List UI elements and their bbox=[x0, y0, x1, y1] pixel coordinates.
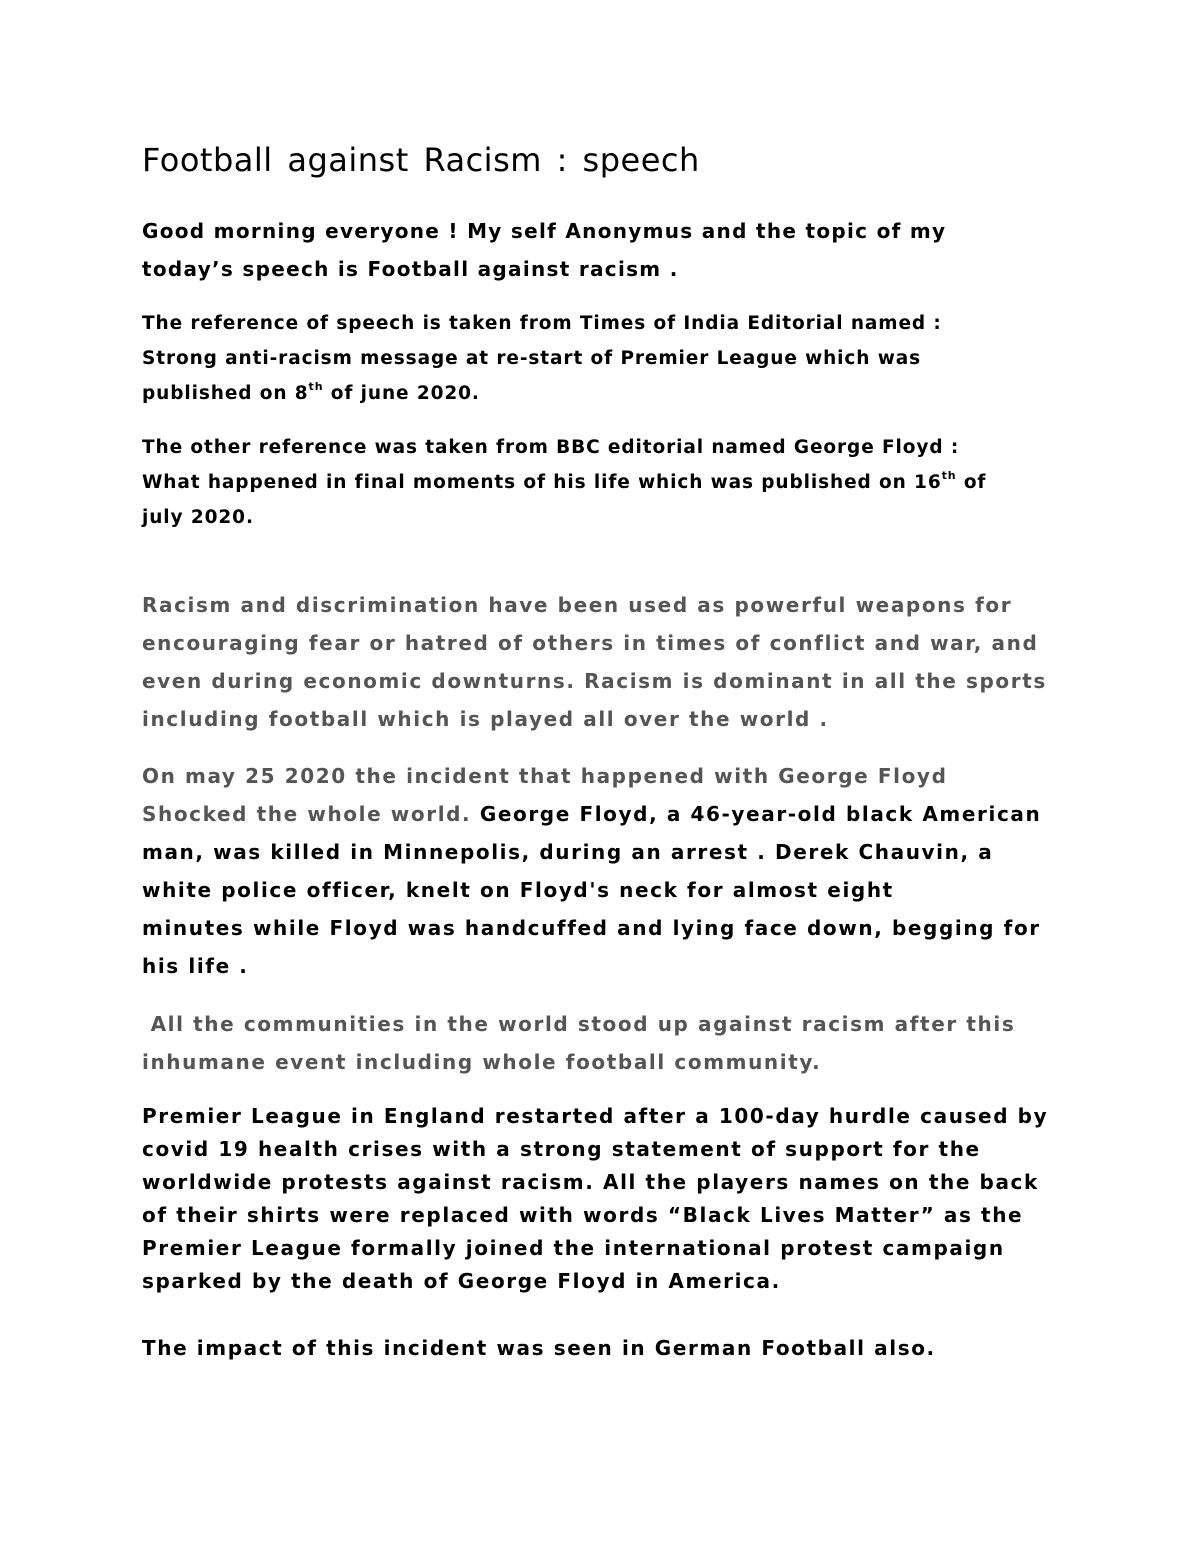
incident-line-3: man, was killed in Minnepolis, during an arrest . Derek Chauvin, a bbox=[142, 840, 994, 864]
reference-1-date-text: published on 8 bbox=[142, 383, 309, 404]
impact-paragraph bbox=[142, 1332, 936, 1365]
premier-league-line-1: Premier League in England restarted after a 100-day hurdle caused by bbox=[142, 1104, 1049, 1128]
racism-line-2: encouraging fear or hatred of others in times of conflict and war, and bbox=[142, 631, 1039, 655]
reference-2-date-rest: of bbox=[956, 472, 987, 493]
document-title: Football against Racism : speech bbox=[142, 141, 700, 179]
incident-line-1: On may 25 2020 the incident that happened with George Floyd bbox=[142, 764, 948, 788]
incident-line-6: his life . bbox=[142, 954, 249, 978]
reference-1-line-2: Strong anti-racism message at re-start of Premier League which was bbox=[142, 348, 921, 369]
intro-paragraph bbox=[142, 212, 946, 288]
reference-1-line-3 bbox=[142, 376, 942, 411]
communities-line-1: All the communities in the world stood up against racism after this bbox=[142, 1012, 1016, 1036]
incident-paragraph bbox=[142, 757, 1041, 985]
communities-line-2: inhumane event including whole football community. bbox=[142, 1050, 822, 1074]
racism-line-1: Racism and discrimination have been used as powerful weapons for bbox=[142, 593, 1013, 617]
reference-1-ordinal-suffix: th bbox=[308, 380, 324, 393]
racism-line-4: including football which is played all over the world . bbox=[142, 707, 829, 731]
premier-league-line-5: Premier League formally joined the international protest campaign bbox=[142, 1236, 1005, 1260]
reference-2-line-1: The other reference was taken from BBC editorial named George Floyd : bbox=[142, 437, 960, 458]
premier-league-paragraph bbox=[142, 1100, 1048, 1298]
reference-1-paragraph bbox=[142, 306, 942, 411]
premier-league-line-4: of their shirts were replaced with words “Black Lives Matter” as the bbox=[142, 1203, 1024, 1227]
incident-line-5: minutes while Floyd was handcuffed and lying face down, begging for bbox=[142, 916, 1041, 940]
premier-league-line-3: worldwide protests against racism. All the players names on the back bbox=[142, 1170, 1039, 1194]
reference-2-line-2 bbox=[142, 465, 986, 500]
incident-line-2-grey: Shocked the whole world. bbox=[142, 802, 480, 826]
reference-2-ordinal-suffix: th bbox=[941, 469, 957, 482]
incident-line-4: white police officer, knelt on Floyd's neck for almost eight bbox=[142, 878, 894, 902]
communities-paragraph bbox=[142, 1005, 1015, 1081]
reference-2-line-3: july 2020. bbox=[142, 507, 254, 528]
intro-line-2: today’s speech is Football against racism . bbox=[142, 257, 679, 281]
impact-line-1: The impact of this incident was seen in German Football also. bbox=[142, 1336, 936, 1360]
intro-line-1: Good morning everyone ! My self Anonymus and the topic of my bbox=[142, 219, 947, 243]
racism-paragraph bbox=[142, 586, 1047, 738]
premier-league-line-6: sparked by the death of George Floyd in America. bbox=[142, 1269, 781, 1293]
reference-2-paragraph bbox=[142, 430, 986, 535]
incident-line-2-black: George Floyd, a 46-year-old black American bbox=[479, 802, 1042, 826]
reference-1-date-rest: of june 2020. bbox=[323, 383, 480, 404]
premier-league-line-2: covid 19 health crises with a strong statement of support for the bbox=[142, 1137, 981, 1161]
incident-line-2 bbox=[142, 795, 1041, 833]
reference-2-date-text: What happened in final moments of his life which was published on 16 bbox=[142, 472, 942, 493]
racism-line-3: even during economic downturns. Racism is dominant in all the sports bbox=[142, 669, 1047, 693]
reference-1-line-1: The reference of speech is taken from Times of India Editorial named : bbox=[142, 313, 942, 334]
